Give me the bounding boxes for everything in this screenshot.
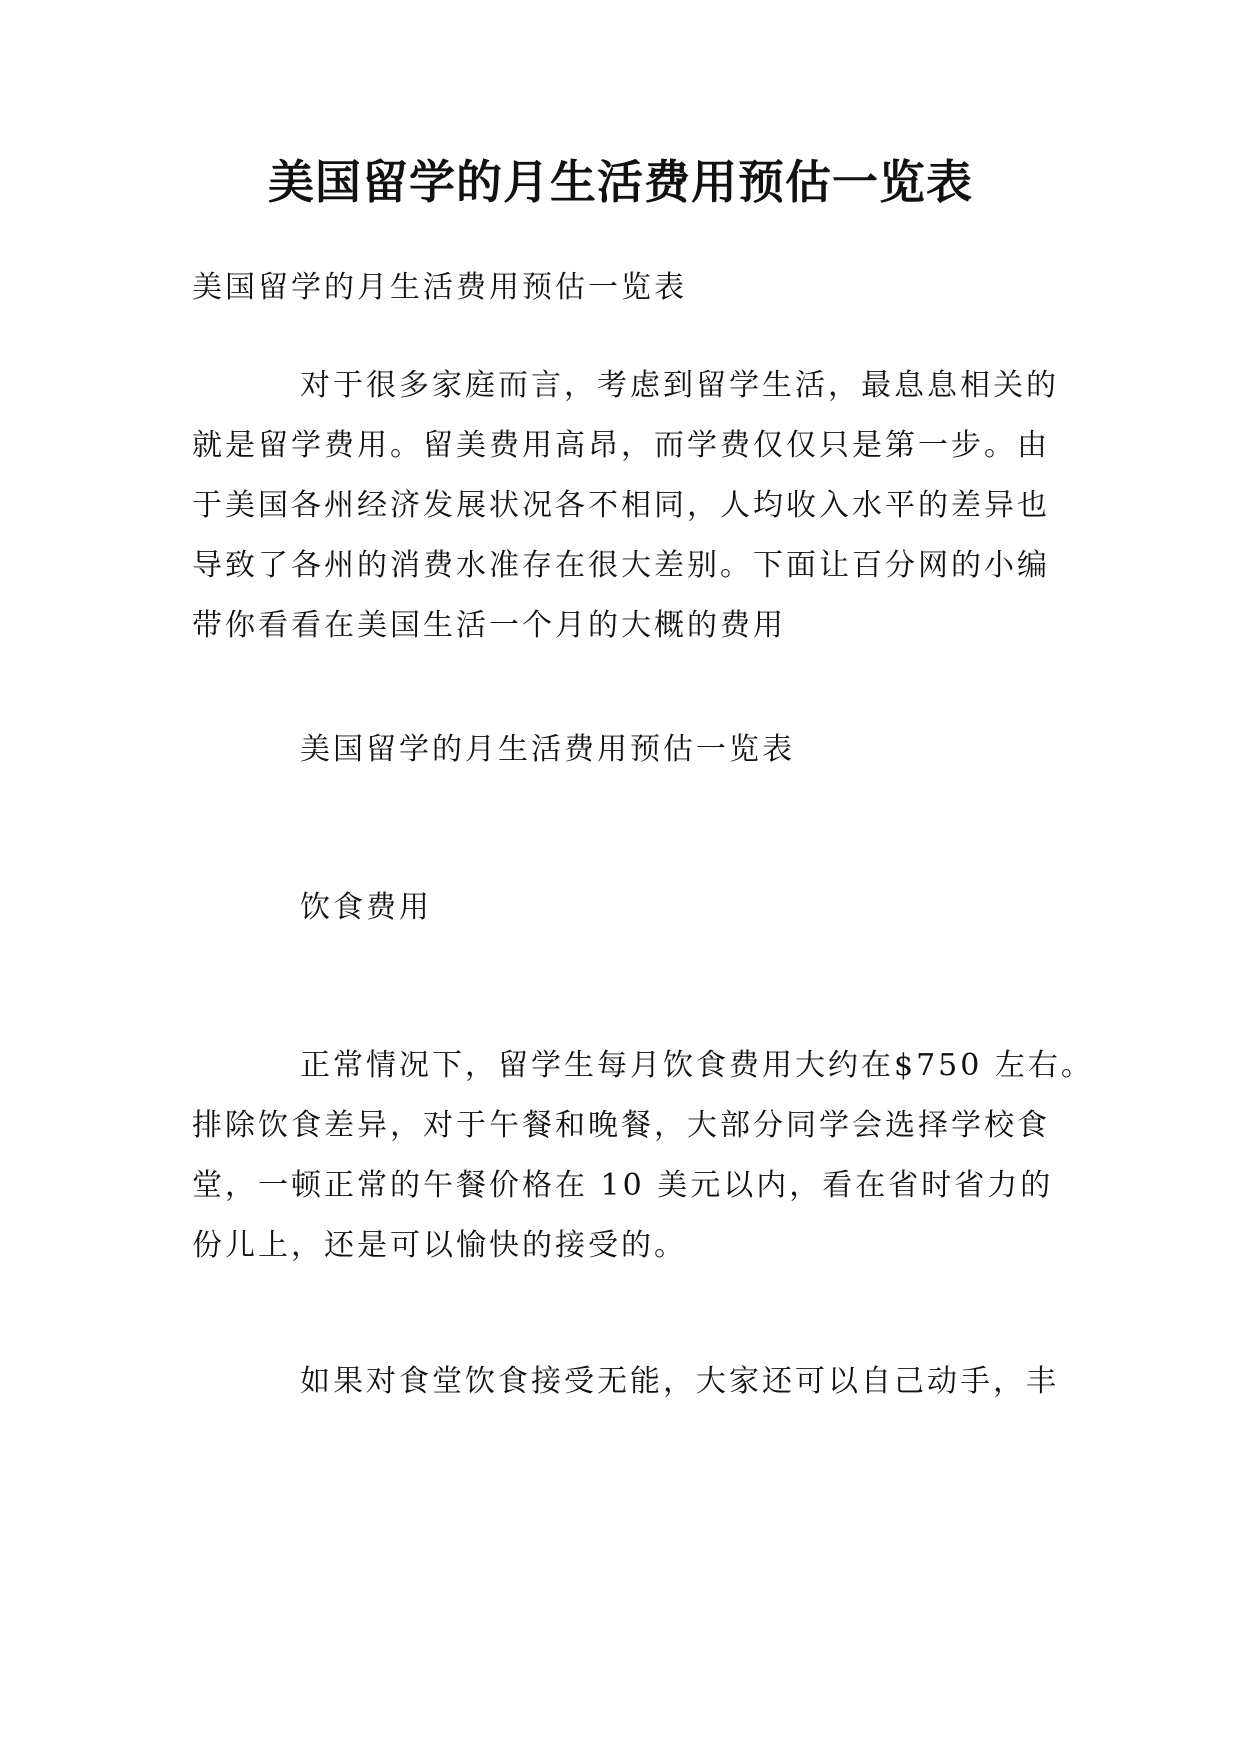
intro-paragraph — [192, 356, 1059, 656]
food-line: 正常情况下，留学生每月饮食费用大约在$750 左右。 — [300, 1048, 1094, 1083]
section-heading: 美国留学的月生活费用预估一览表 — [300, 732, 795, 767]
page-title: 美国留学的月生活费用预估一览表 — [268, 155, 973, 209]
food-line: 堂，一顿正常的午餐价格在 10 美元以内，看在省时省力的 — [192, 1168, 1054, 1203]
intro-line: 于美国各州经济发展状况各不相同，人均收入水平的差异也 — [192, 488, 1050, 523]
intro-line: 导致了各州的消费水准存在很大差别。下面让百分网的小编 — [192, 548, 1050, 583]
intro-line: 对于很多家庭而言，考虑到留学生活，最息息相关的 — [300, 368, 1059, 403]
food-paragraph — [192, 1036, 1094, 1276]
intro-line: 就是留学费用。留美费用高昂，而学费仅仅只是第一步。由 — [192, 428, 1050, 463]
intro-line: 带你看看在美国生活一个月的大概的费用 — [192, 608, 786, 643]
food-line: 排除饮食差异，对于午餐和晚餐，大部分同学会选择学校食 — [192, 1108, 1050, 1143]
food-heading: 饮食费用 — [300, 890, 432, 925]
food-line: 份儿上，还是可以愉快的接受的。 — [192, 1228, 687, 1263]
cooking-paragraph: 如果对食堂饮食接受无能，大家还可以自己动手，丰 — [300, 1364, 1059, 1399]
document-subtitle: 美国留学的月生活费用预估一览表 — [192, 270, 687, 305]
